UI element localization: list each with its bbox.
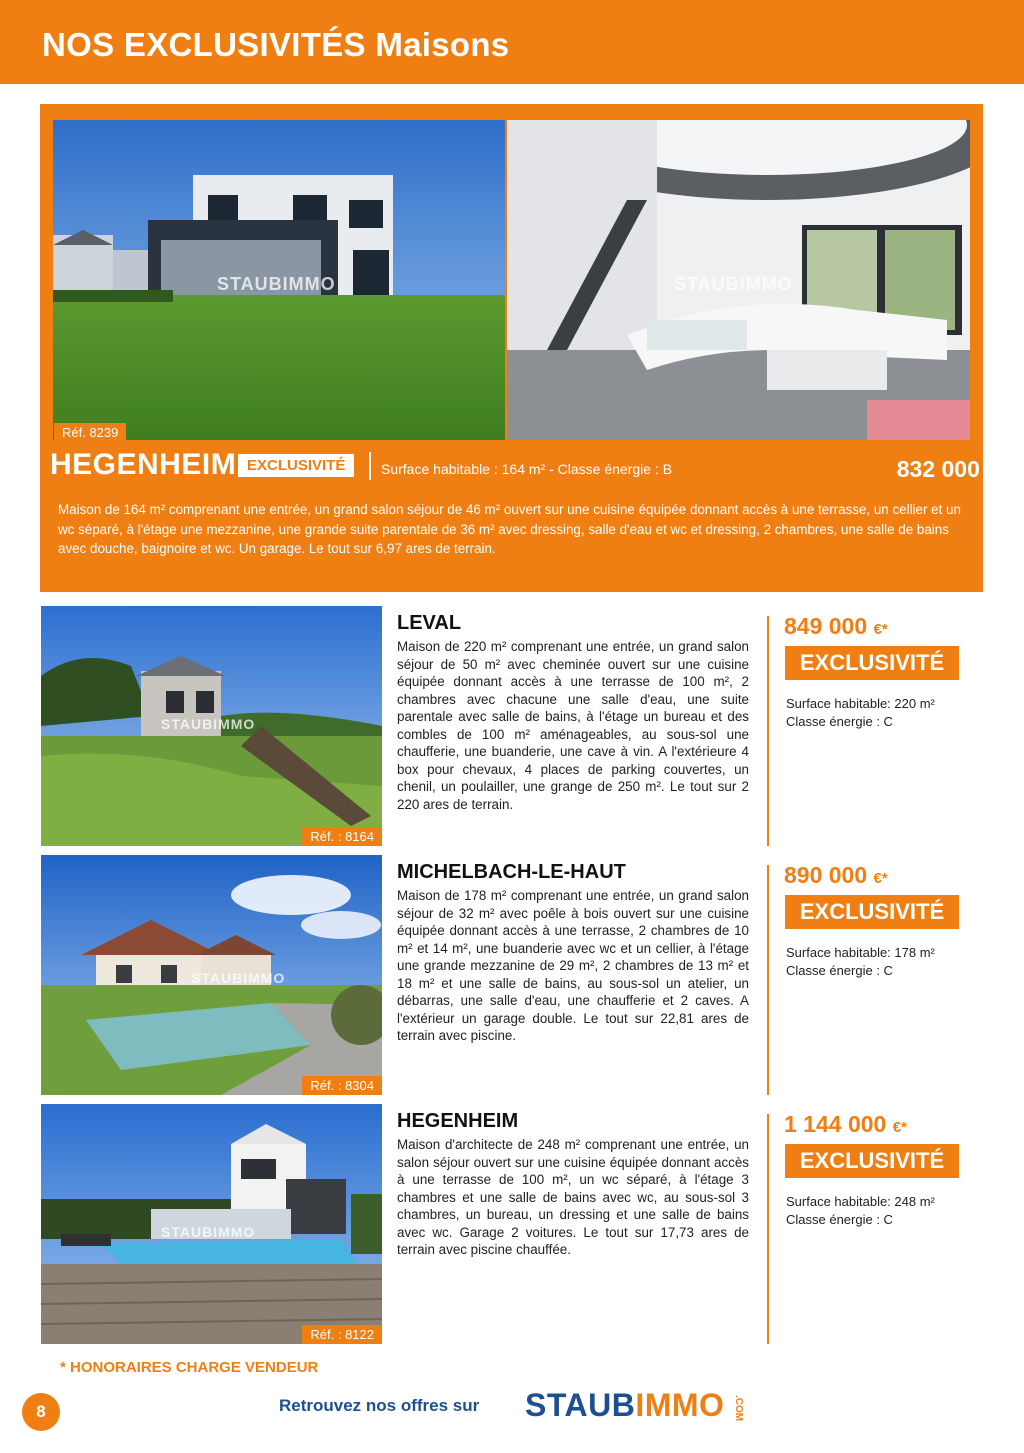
listing-description: Maison de 220 m² comprenant une entrée, un grand salon séjour de 50 m² avec cheminée ouvert sur une cuisine équipée donnant accès à une terrasse de 100 m², 2 chambres avec chacune une salle d'eau, une suite parentale avec salle de bains, à l'étage un bureau et des combles de 100 m² aménageables, au sous-sol une chaufferie, une buanderie, une cave à vin. A l'extérieure 4 box pour chevaux, 4 places de parking couvertes, un chenil, un poulailler, une grange de 250 m². Le tout sur 2 220 ares de terrain.	[397, 639, 749, 812]
featured-separator	[369, 452, 371, 480]
listing-photo	[41, 855, 382, 1095]
listing-price	[784, 613, 888, 640]
listing-ref: Réf. : 8122	[302, 1325, 382, 1344]
listing-leval	[0, 606, 1024, 848]
listing-watermark: STAUBIMMO	[161, 716, 256, 732]
listing-energy-class: Classe énergie : C	[786, 963, 893, 978]
listing-ref: Réf. : 8164	[302, 827, 382, 846]
featured-ref: Réf. 8239	[54, 423, 126, 442]
listing-watermark: STAUBIMMO	[161, 1224, 256, 1240]
listing-photo	[41, 1104, 382, 1344]
price-currency: €*	[892, 1119, 907, 1136]
featured-specs: Surface habitable : 164 m² - Classe énergie : B	[381, 461, 673, 477]
listing-description: Maison de 178 m² comprenant une entrée, un grand salon séjour de 32 m² avec poêle à bois ouvert sur une cuisine équipée donnant accès à une terrasse, 2 chambres de 10 m² et 14 m², une buanderie avec wc et un cellier, à l'étage une grande mezzanine de 29 m², 2 chambres de 13 m² et 18 m² et une salle de bains, au sous-sol un atelier, un débarras, une salle d'eau, une chaufferie et 2 caves. A l'extérieur un garage double. Le tout sur 22,81 ares de terrain avec piscine.	[397, 888, 749, 1043]
listing-city: HEGENHEIM	[397, 1110, 519, 1132]
staubimmo-logo[interactable]	[525, 1387, 724, 1424]
featured-city: HEGENHEIM	[50, 448, 237, 481]
listing-divider	[767, 616, 769, 846]
listing-michelbach	[0, 855, 1024, 1097]
price-value: 849 000	[784, 613, 868, 639]
featured-watermark-1: STAUBIMMO	[217, 274, 336, 294]
featured-price: 832 000 €*	[896, 456, 1008, 482]
featured-exclusivite-badge: EXCLUSIVITÉ	[238, 454, 354, 477]
listing-divider	[767, 1114, 769, 1344]
listing-surface: Surface habitable: 248 m²	[786, 1194, 935, 1209]
featured-watermark-2: STAUBIMMO	[674, 274, 793, 294]
listing-surface: Surface habitable: 178 m²	[786, 945, 935, 960]
logo-part-staub: STAUB	[525, 1387, 636, 1423]
listing-energy-class: Classe énergie : C	[786, 1212, 893, 1227]
listing-city: LEVAL	[397, 612, 462, 634]
listing-description: Maison d'architecte de 248 m² comprenant une entrée, un salon séjour ouvert sur une cuisine équipée donnant accès à une terrasse de 100 m², un wc séparé, à l'étage 3 chambres et une salle de bains avec wc, au sous-sol 3 chambres, un bureau, un dressing et une salle de bains avec wc. Garage 2 voitures. Le tout sur 17,73 ares de terrain avec piscine chauffée.	[397, 1137, 749, 1257]
listing-price	[784, 1111, 907, 1138]
price-value: 1 144 000	[784, 1111, 887, 1137]
exclusivite-badge: EXCLUSIVITÉ	[785, 1144, 959, 1178]
listing-surface: Surface habitable: 220 m²	[786, 696, 935, 711]
listing-city: MICHELBACH-LE-HAUT	[397, 861, 626, 883]
listing-divider	[767, 865, 769, 1095]
featured-description: Maison de 164 m² comprenant une entrée, un grand salon séjour de 46 m² ouvert sur une cuisine équipée donnant accès à une terrasse, un cellier et un wc séparé, à l'étage une mezzanine, une grande suite parentale de 36 m² avec dressing, salle d'eau et wc et dressing, 2 chambres, une salle de bains avec douche, baignoire et wc. Un garage. Le tout sur 6,97 ares de terrain.	[58, 502, 961, 556]
price-value: 890 000	[784, 862, 868, 888]
page-title: NOS EXCLUSIVITÉS Maisons	[42, 26, 510, 63]
exclusivite-badge: EXCLUSIVITÉ	[785, 646, 959, 680]
listing-photo	[41, 606, 382, 846]
listing-hegenheim-architect	[0, 1104, 1024, 1346]
page-number: 8	[22, 1393, 60, 1431]
page-header	[0, 0, 1024, 84]
fees-footnote: * HONORAIRES CHARGE VENDEUR	[60, 1359, 319, 1376]
price-currency: €*	[873, 621, 888, 638]
listing-price	[784, 862, 888, 889]
listing-watermark: STAUBIMMO	[191, 970, 286, 986]
logo-suffix: .COM	[733, 1395, 744, 1422]
listing-ref: Réf. : 8304	[302, 1076, 382, 1095]
footer-tagline: Retrouvez nos offres sur	[279, 1396, 480, 1415]
logo-part-immo: IMMO	[635, 1387, 725, 1423]
price-currency: €*	[873, 870, 888, 887]
listing-energy-class: Classe énergie : C	[786, 714, 893, 729]
exclusivite-badge: EXCLUSIVITÉ	[785, 895, 959, 929]
